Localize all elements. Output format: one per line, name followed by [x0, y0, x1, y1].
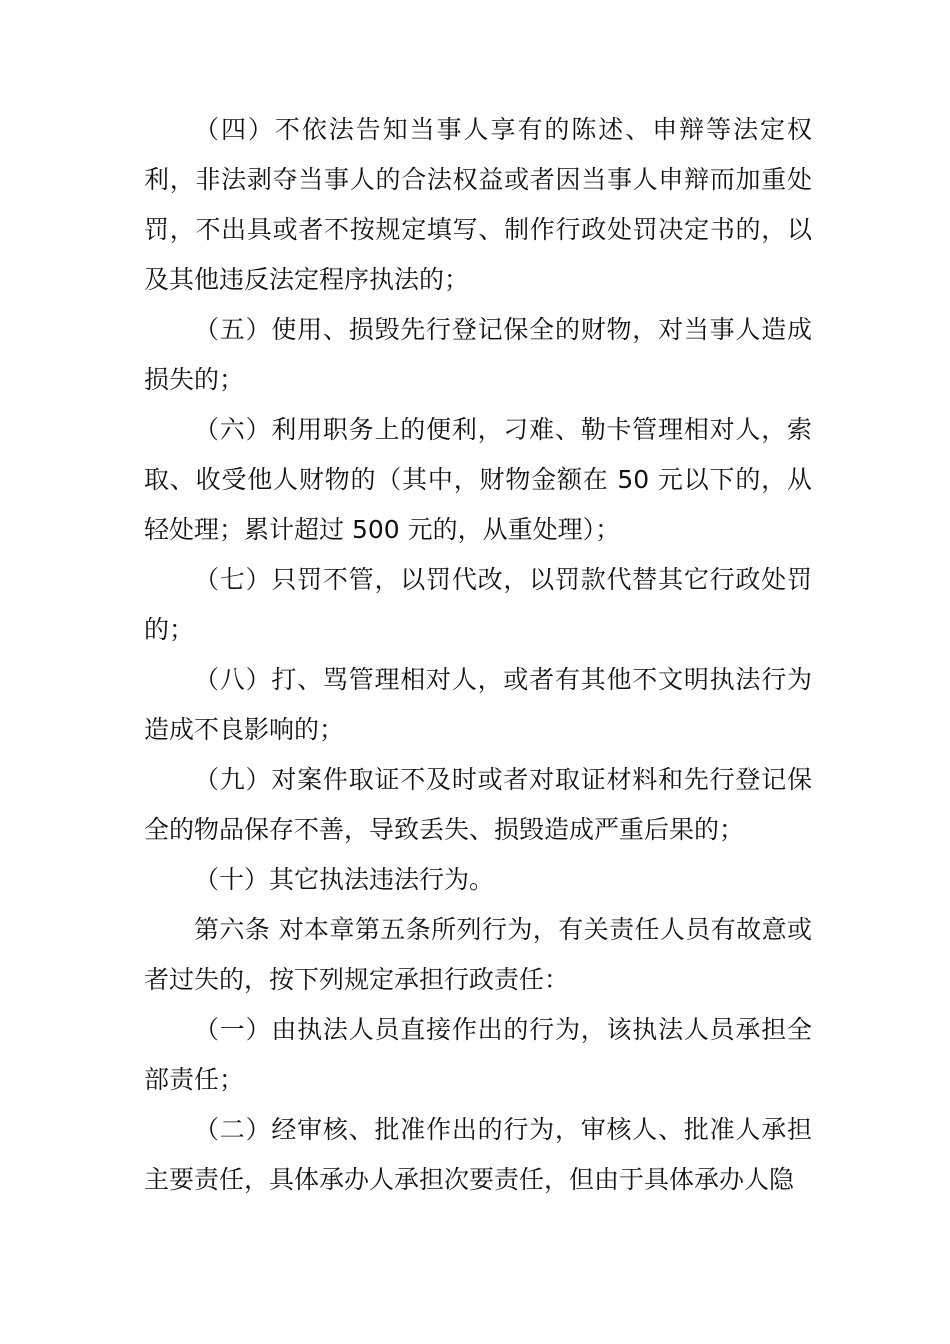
paragraph-item-6: （六）利用职务上的便利，刁难、勒卡管理相对人，索取、收受他人财物的（其中，财物金额在 50 元以下的，从轻处理；累计超过 500 元的，从重处理）；	[144, 415, 812, 544]
document-body	[144, 105, 812, 1205]
paragraph-item-7: （七）只罚不管，以罚代改，以罚款代替其它行政处罚的；	[144, 565, 812, 644]
paragraph-item-2: （二）经审核、批准作出的行为，审核人、批准人承担主要责任，具体承办人承担次要责任，但由于具体承办人隐	[144, 1115, 812, 1194]
article-six: 第六条 对本章第五条所列行为，有关责任人员有故意或者过失的，按下列规定承担行政责任：	[144, 915, 812, 994]
paragraph-item-10: （十）其它执法违法行为。	[194, 865, 495, 894]
paragraph-item-4: （四）不依法告知当事人享有的陈述、申辩等法定权利，非法剥夺当事人的合法权益或者因当事人申辩而加重处罚，不出具或者不按规定填写、制作行政处罚决定书的，以及其他违反法定程序执法的；	[144, 115, 812, 294]
paragraph-item-9: （九）对案件取证不及时或者对取证材料和先行登记保全的物品保存不善，导致丢失、损毁造成严重后果的；	[144, 765, 812, 844]
paragraph-item-8: （八）打、骂管理相对人，或者有其他不文明执法行为造成不良影响的；	[144, 665, 812, 744]
paragraph-item-1: （一）由执法人员直接作出的行为，该执法人员承担全部责任；	[144, 1015, 812, 1094]
paragraph-item-5: （五）使用、损毁先行登记保全的财物，对当事人造成损失的；	[144, 315, 812, 394]
